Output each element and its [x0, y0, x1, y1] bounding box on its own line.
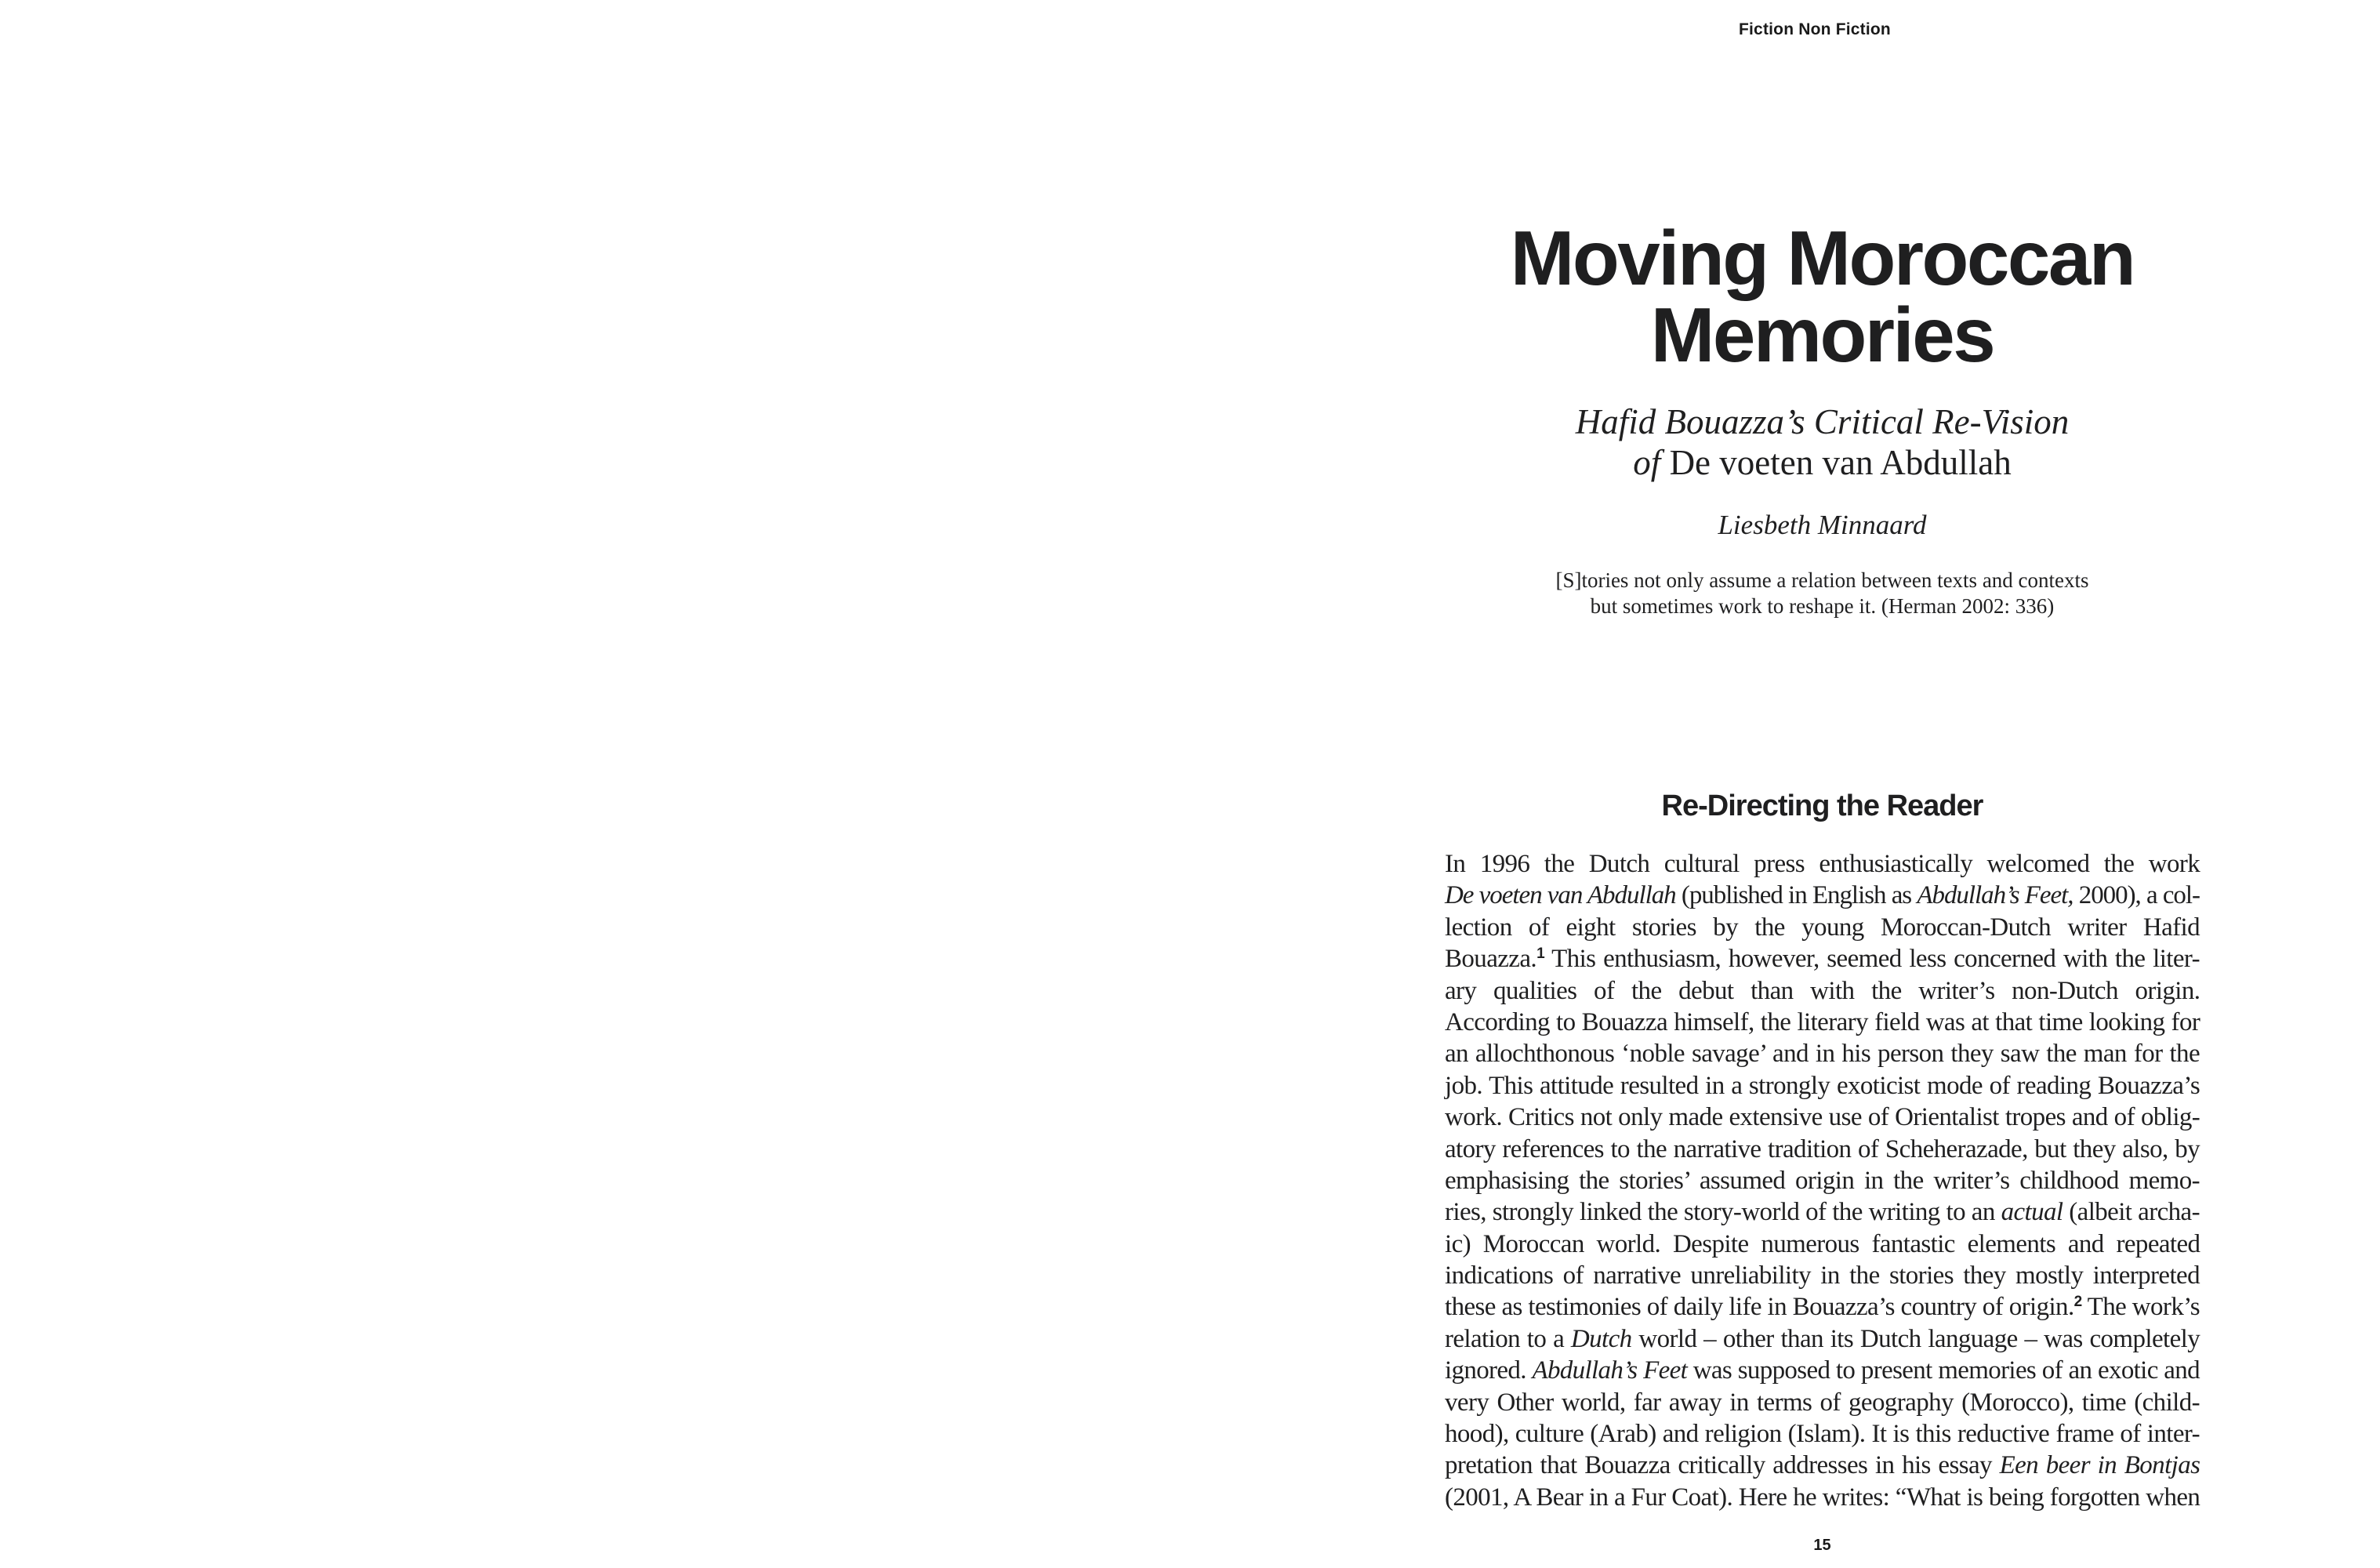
- body-text-run: indications of narrative unreliability in the stories they mostly interpreted: [1445, 1261, 2200, 1290]
- body-text-run: (2001, A Bear in a Fur Coat). Here he writes: “What is being forgotten when: [1445, 1483, 2200, 1512]
- body-text-run: Bouazza.: [1445, 945, 1537, 974]
- body-text-run: ries, strongly linked the story-world of the writing to an: [1445, 1198, 2001, 1227]
- body-text-run: these as testimonies of daily life in Bouazza’s country of origin.: [1445, 1293, 2074, 1322]
- body-text-run: emphasising the stories’ assumed origin in the writer’s childhood memo-: [1445, 1166, 2200, 1195]
- body-italic-run: Abdullah’s Feet: [1532, 1356, 1688, 1385]
- body-italic-run: Een beer in Bontjas: [1999, 1451, 2200, 1480]
- body-text-run: (albeit archa-: [2063, 1198, 2200, 1227]
- body-text-run: job. This attitude resulted in a strongly exoticist mode of reading Bouazza’s: [1445, 1071, 2200, 1100]
- subtitle-line-2-roman: De voeten van Abdullah: [1660, 443, 2012, 482]
- footnote-marker[interactable]: 1: [1536, 946, 1545, 963]
- body-line: [1445, 1482, 2200, 1513]
- body-text-run: ignored.: [1445, 1356, 1533, 1385]
- body-text-run: was supposed to present memories of an exotic and: [1687, 1356, 2200, 1385]
- body-line: [1445, 1102, 2200, 1133]
- body-text-run: world – other than its Dutch language – was completely: [1631, 1324, 2200, 1353]
- chapter-title-line-1: Moving Moroccan: [1510, 215, 2135, 301]
- subtitle-line-2: [1445, 442, 2200, 483]
- body-line: [1445, 1007, 2200, 1038]
- body-line: [1445, 1134, 2200, 1165]
- body-line: [1445, 1038, 2200, 1069]
- body-line: [1445, 1291, 2200, 1323]
- body-text-run: 2000), a col-: [2073, 881, 2200, 910]
- epigraph-line-2: but sometimes work to reshape it. (Herman 2002: 336): [1590, 594, 2055, 618]
- body-text-run: work. Critics not only made extensive use of Orientalist tropes and of oblig-: [1445, 1103, 2200, 1132]
- page-number: 15: [1813, 1537, 1831, 1554]
- body-text-run: pretation that Bouazza critically addresses in his essay: [1445, 1451, 2000, 1480]
- body-line: [1445, 943, 2200, 975]
- chapter-title-line-2: Memories: [1650, 292, 1994, 378]
- body-line: [1445, 1260, 2200, 1291]
- body-italic-run: Dutch: [1570, 1324, 1632, 1353]
- body-line: [1445, 1323, 2200, 1355]
- body-text-run: relation to a: [1445, 1324, 1571, 1353]
- body-text-run: very Other world, far away in terms of geography (Morocco), time (child-: [1445, 1388, 2200, 1417]
- body-line: [1445, 912, 2200, 943]
- chapter-subtitle: [1445, 401, 2200, 483]
- body-text-run: In 1996 the Dutch cultural press enthusiastically welcomed the work: [1445, 850, 2200, 878]
- chapter-title: [1445, 215, 2200, 378]
- running-head: Fiction Non Fiction: [1739, 20, 1891, 38]
- subtitle-line-1: Hafid Bouazza’s Critical Re-Vision: [1575, 402, 2070, 441]
- body-line: [1445, 975, 2200, 1007]
- footnote-marker[interactable]: 2: [2073, 1294, 2082, 1311]
- body-italic-run: Abdullah’s Feet,: [1917, 881, 2073, 910]
- chapter-title-block: [1445, 215, 2200, 619]
- body-italic-run: De voeten van Abdullah: [1445, 881, 1676, 910]
- body-line: [1445, 880, 2200, 911]
- body-paragraph: [1445, 848, 2200, 1513]
- body-text-run: The work’s: [2081, 1293, 2200, 1322]
- body-text-run: (published in English as: [1675, 881, 1917, 910]
- body-text-run: ary qualities of the debut than with the writer’s non-Dutch origin.: [1445, 976, 2200, 1005]
- epigraph-line-1: [S]tories not only assume a relation between texts and contexts: [1555, 568, 2089, 592]
- body-line: [1445, 1387, 2200, 1418]
- body-line: [1445, 848, 2200, 880]
- author-name: Liesbeth Minnaard: [1718, 510, 1927, 540]
- body-text-run: ic) Moroccan world. Despite numerous fantastic elements and repeated: [1445, 1229, 2200, 1258]
- body-text-run: an allochthonous ‘noble savage’ and in his person they saw the man for the: [1445, 1040, 2200, 1069]
- body-text-run: According to Bouazza himself, the literary field was at that time looking for: [1445, 1007, 2200, 1036]
- body-text-run: lection of eight stories by the young Moroccan-Dutch writer Hafid: [1445, 913, 2200, 942]
- body-text-run: This enthusiasm, however, seemed less concerned with the liter-: [1544, 945, 2200, 974]
- subtitle-line-2-italic: of: [1633, 443, 1661, 482]
- body-line: [1445, 1165, 2200, 1196]
- body-line: [1445, 1196, 2200, 1228]
- body-text-run: atory references to the narrative tradition of Scheherazade, but they also, by: [1445, 1134, 2200, 1163]
- body-line: [1445, 1229, 2200, 1260]
- body-line: [1445, 1355, 2200, 1386]
- body-italic-run: actual: [2001, 1198, 2063, 1227]
- body-text-run: hood), culture (Arab) and religion (Islam). It is this reductive frame of inter-: [1445, 1420, 2200, 1449]
- section-heading: Re-Directing the Reader: [1661, 789, 1983, 822]
- body-line: [1445, 1070, 2200, 1102]
- epigraph: [1445, 568, 2200, 619]
- body-line: [1445, 1418, 2200, 1450]
- body-line: [1445, 1450, 2200, 1481]
